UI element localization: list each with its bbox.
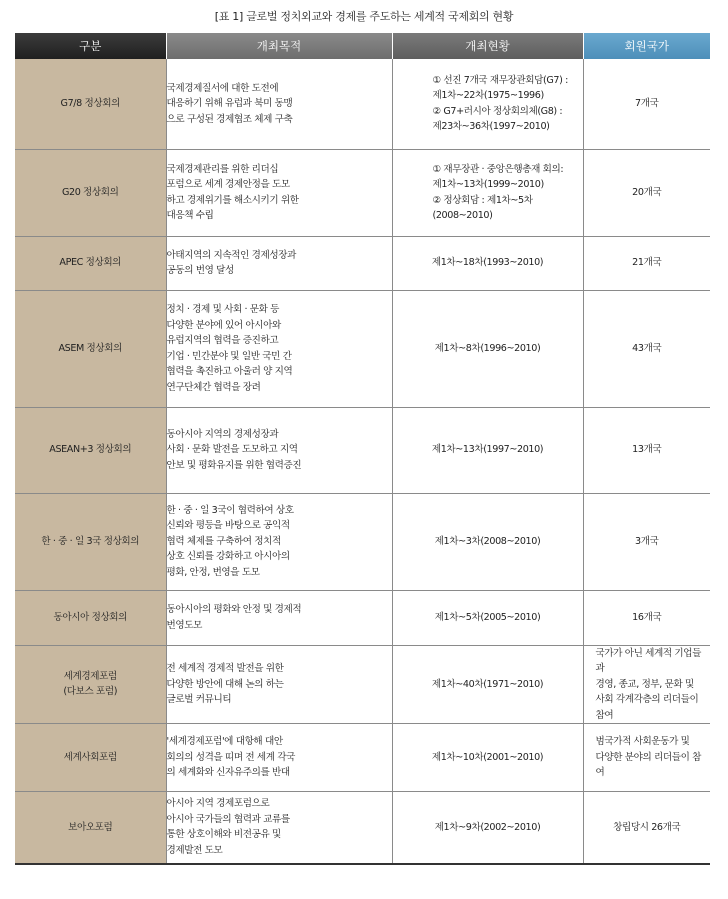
category-cell-line: APEC 정상회의 bbox=[59, 257, 122, 269]
table-row bbox=[15, 724, 710, 792]
header-category: 구분 bbox=[15, 33, 166, 59]
purpose-cell-line: 유럽지역의 협력을 증진하고 bbox=[166, 335, 279, 346]
status-cell bbox=[392, 724, 583, 792]
purpose-cell-line: 사회 · 문화 발전을 도모하고 지역 bbox=[166, 444, 298, 456]
category-cell bbox=[15, 792, 166, 864]
table-row bbox=[15, 645, 710, 724]
status-cell-line: ① 선진 7개국 재무장관회담(G7) : bbox=[432, 74, 568, 86]
category-cell bbox=[15, 236, 166, 290]
purpose-cell-line: '세계경제포럼'에 대항해 대안 bbox=[166, 736, 283, 748]
members-cell bbox=[583, 149, 710, 236]
purpose-cell-line: 전 세계적 경제적 발전을 위한 bbox=[166, 663, 284, 674]
table-caption: [표 1] 글로벌 정치외교와 경제를 주도하는 세계적 국제회의 현황 bbox=[214, 10, 514, 23]
category-cell bbox=[15, 59, 166, 149]
category-cell bbox=[15, 645, 166, 724]
status-cell bbox=[392, 493, 583, 590]
members-cell-line: 사회 각계각층의 리더들이 bbox=[595, 694, 699, 705]
category-cell bbox=[15, 290, 166, 407]
purpose-cell-line: 의 세계화와 신자유주의를 반대 bbox=[166, 767, 290, 779]
purpose-cell-line: 으로 구성된 경제협조 체제 구축 bbox=[166, 113, 293, 125]
purpose-cell bbox=[166, 493, 392, 590]
table-body bbox=[15, 59, 710, 864]
international-conference-table bbox=[15, 33, 710, 865]
category-cell-line: ASEAN+3 정상회의 bbox=[49, 444, 132, 456]
members-cell bbox=[583, 493, 710, 590]
category-cell bbox=[15, 590, 166, 645]
purpose-cell bbox=[166, 590, 392, 645]
status-cell-line: 제1차~9차(2002~2010) bbox=[434, 821, 541, 833]
category-cell bbox=[15, 149, 166, 236]
purpose-cell bbox=[166, 149, 392, 236]
members-cell bbox=[583, 645, 710, 724]
purpose-cell-line: 협력 체제를 구축하여 정치적 bbox=[166, 535, 281, 547]
category-cell-line: G20 정상회의 bbox=[61, 186, 119, 198]
purpose-cell-line: 번영도모 bbox=[166, 619, 202, 631]
members-cell bbox=[583, 590, 710, 645]
category-cell bbox=[15, 407, 166, 493]
purpose-cell-line: 통한 상호이해와 비전공유 및 bbox=[166, 829, 281, 841]
members-cell-line: 16개국 bbox=[632, 611, 662, 623]
members-cell-line: 21개국 bbox=[632, 257, 662, 269]
purpose-cell bbox=[166, 290, 392, 407]
members-cell-line: 범국가적 사회운동가 및 bbox=[595, 736, 690, 748]
members-cell-line: 경영, 종교, 정부, 문화 및 bbox=[595, 678, 694, 690]
status-cell-line: 제1차~5차(2005~2010) bbox=[434, 611, 541, 623]
members-cell-line: 창립당시 26개국 bbox=[613, 821, 681, 833]
header-purpose: 개최목적 bbox=[166, 33, 392, 59]
category-cell bbox=[15, 493, 166, 590]
status-cell-line: ② 정상회담 : 제1차~5차(2008~2010) bbox=[432, 194, 533, 221]
header-members: 회원국가 bbox=[583, 33, 710, 59]
status-cell bbox=[392, 290, 583, 407]
category-cell-line: (다보스 포럼) bbox=[63, 686, 118, 698]
category-cell-line: ASEM 정상회의 bbox=[58, 342, 122, 354]
table-row bbox=[15, 493, 710, 590]
status-cell-line: 제1차~22차(1975~1996) bbox=[432, 90, 544, 102]
purpose-cell-line: 안보 및 평화유지를 위한 협력증진 bbox=[166, 459, 302, 471]
purpose-cell bbox=[166, 407, 392, 493]
status-cell bbox=[392, 59, 583, 149]
purpose-cell-line: 협력을 촉진하고 아울러 양 지역 bbox=[166, 366, 293, 377]
status-cell-line: 제1차~13차(1997~2010) bbox=[431, 444, 544, 456]
status-cell bbox=[392, 236, 583, 290]
purpose-cell-line: 한 · 중 · 일 3국이 협력하여 상호 bbox=[166, 504, 294, 516]
table-row bbox=[15, 236, 710, 290]
purpose-cell-line: 대응책 수립 bbox=[166, 210, 214, 221]
status-cell bbox=[392, 149, 583, 236]
table-row bbox=[15, 149, 710, 236]
status-cell-line: 제1차~3차(2008~2010) bbox=[434, 535, 541, 547]
members-cell bbox=[583, 290, 710, 407]
status-cell-line: 제23차~36차(1997~2010) bbox=[432, 121, 550, 133]
status-cell-line: ① 재무장관 · 중앙은행총재 회의: bbox=[432, 163, 564, 175]
category-cell-line: 세계사회포럼 bbox=[63, 751, 117, 763]
status-cell-line: 제1차~18차(1993~2010) bbox=[431, 257, 544, 269]
table-row bbox=[15, 792, 710, 864]
members-cell-line: 20개국 bbox=[632, 186, 662, 198]
purpose-cell-line: 다양한 분야에 있어 아시아와 bbox=[166, 319, 281, 331]
members-cell-line: 국가가 아닌 세계적 기업들과 bbox=[595, 647, 701, 674]
purpose-cell-line: 상호 신뢰를 강화하고 아시아의 bbox=[166, 551, 290, 563]
purpose-cell-line: 동아시아의 평화와 안정 및 경제적 bbox=[166, 604, 302, 615]
status-cell-line: 제1차~40차(1971~2010) bbox=[431, 678, 544, 690]
members-cell-line: 다양한 분야의 리더들이 참여 bbox=[595, 751, 701, 779]
table-row bbox=[15, 290, 710, 407]
status-cell bbox=[392, 645, 583, 724]
purpose-cell bbox=[166, 645, 392, 724]
category-cell bbox=[15, 724, 166, 792]
header-row bbox=[15, 33, 710, 59]
purpose-cell-line: 연구단체간 협력을 장려 bbox=[166, 381, 261, 393]
category-cell-line: 한 · 중 · 일 3국 정상회의 bbox=[41, 535, 140, 547]
status-cell bbox=[392, 792, 583, 864]
header-status: 개최현황 bbox=[392, 33, 583, 59]
category-cell-line: 동아시아 정상회의 bbox=[53, 611, 128, 623]
purpose-cell-line: 포럼으로 세계 경제안정을 도모 bbox=[166, 179, 290, 190]
status-cell-line: 제1차~8차(1996~2010) bbox=[434, 342, 541, 354]
purpose-cell-line: 대응하기 위해 유럽과 북미 동맹 bbox=[166, 98, 293, 109]
purpose-cell-line: 회의의 성격을 띠며 전 세계 각국 bbox=[166, 751, 296, 763]
purpose-cell-line: 아시아 지역 경제포럼으로 bbox=[166, 798, 270, 810]
table-row bbox=[15, 59, 710, 149]
purpose-cell-line: 기업 · 민간분야 및 일반 국민 간 bbox=[166, 350, 292, 362]
status-cell bbox=[392, 590, 583, 645]
purpose-cell bbox=[166, 792, 392, 864]
purpose-cell-line: 다양한 방안에 대해 논의 하는 bbox=[166, 678, 284, 690]
purpose-cell-line: 정치 · 경제 및 사회 · 문화 등 bbox=[166, 304, 280, 315]
purpose-cell-line: 평화, 안정, 번영을 도모 bbox=[166, 566, 260, 578]
members-cell-line: 43개국 bbox=[632, 342, 662, 354]
members-cell-line: 13개국 bbox=[632, 444, 662, 456]
status-cell-line: 제1차~13차(1999~2010) bbox=[432, 179, 544, 190]
purpose-cell-line: 동아시아 지역의 경제성장과 bbox=[166, 428, 279, 440]
purpose-cell-line: 아태지역의 지속적인 경제성장과 bbox=[166, 249, 296, 261]
members-cell bbox=[583, 236, 710, 290]
purpose-cell bbox=[166, 236, 392, 290]
purpose-cell-line: 글로벌 커뮤니티 bbox=[166, 694, 232, 705]
purpose-cell-line: 아시아 국가들의 협력과 교류를 bbox=[166, 813, 290, 825]
purpose-cell bbox=[166, 724, 392, 792]
status-cell-line: ② G7+러시아 정상회의체(G8) : bbox=[432, 105, 563, 117]
members-cell bbox=[583, 724, 710, 792]
members-cell bbox=[583, 407, 710, 493]
table-row bbox=[15, 407, 710, 493]
purpose-cell-line: 경제발전 도모 bbox=[166, 844, 223, 856]
status-cell bbox=[392, 407, 583, 493]
members-cell-line: 7개국 bbox=[635, 98, 659, 109]
purpose-cell bbox=[166, 59, 392, 149]
category-cell-line: G7/8 정상회의 bbox=[60, 98, 120, 109]
status-cell-line: 제1차~10차(2001~2010) bbox=[431, 751, 544, 763]
category-cell-line: 세계경제포럼 bbox=[63, 670, 117, 682]
members-cell bbox=[583, 59, 710, 149]
members-cell-line: 참여 bbox=[595, 709, 614, 721]
purpose-cell-line: 하고 경제위기를 해소시키기 위한 bbox=[166, 194, 299, 206]
purpose-cell-line: 국제경제관리를 위한 리더십 bbox=[166, 163, 279, 175]
purpose-cell-line: 공동의 번영 달성 bbox=[166, 265, 234, 276]
purpose-cell-line: 국제경제질서에 대한 도전에 bbox=[166, 82, 279, 94]
purpose-cell-line: 신뢰와 평등을 바탕으로 공익적 bbox=[166, 520, 290, 532]
members-cell bbox=[583, 792, 710, 864]
category-cell-line: 보아오포럼 bbox=[68, 821, 113, 833]
table-row bbox=[15, 590, 710, 645]
members-cell-line: 3개국 bbox=[635, 535, 659, 547]
